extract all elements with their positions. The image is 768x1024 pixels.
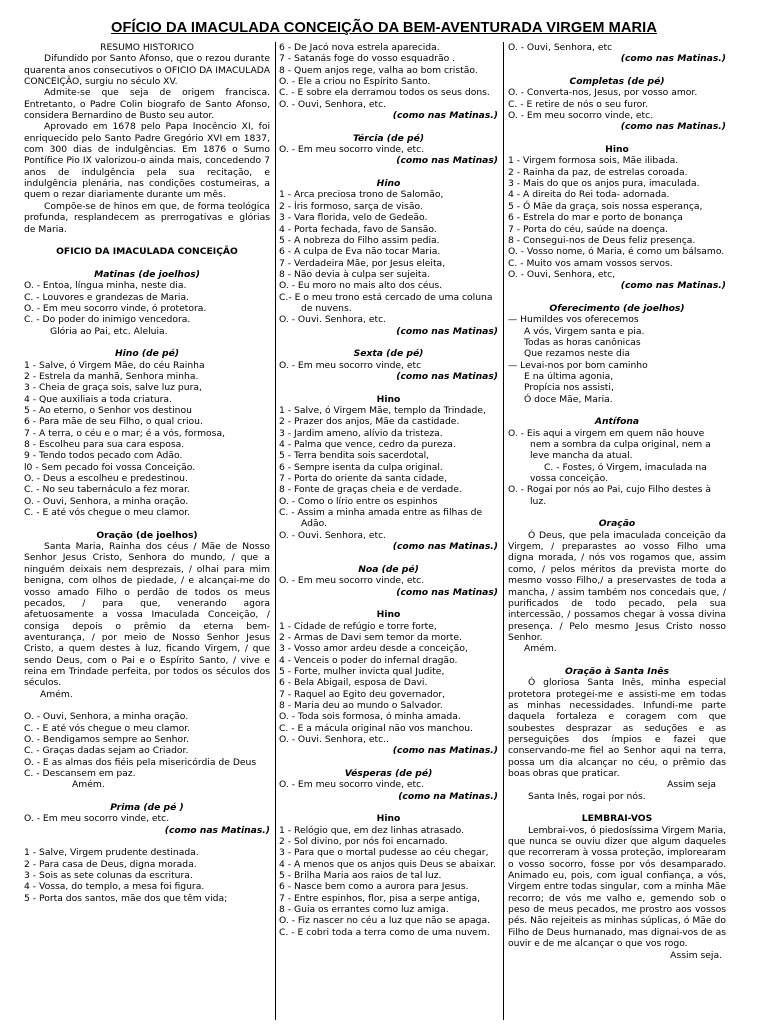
verse-line: 6 - A culpa de Eva não tocar Maria.	[279, 246, 441, 258]
verse-line: O. - Toda sois formosa, ó minha amada.	[279, 711, 461, 723]
verse-line: 5 - Terra bendita sois sacerdotal,	[279, 450, 430, 462]
antifona-line: C. - Fostes, ó Virgem, imaculada na vossa conceição.	[530, 461, 707, 485]
reference-note: (como nas Matinas.)	[392, 541, 498, 553]
verse-line: l0 - Sem pecado foi vossa Conceição.	[24, 461, 196, 473]
verse-line: 7 - Porta do oriente da santa cidade,	[279, 473, 447, 485]
verse-line: 6 - Para mãe de seu Filho, o qual criou.	[24, 416, 203, 428]
verse-line: 2 - Sol divino, por nós foi encarnado.	[279, 836, 448, 848]
verse-line: 6 - Nasce bem como a aurora para Jesus.	[279, 881, 469, 893]
verse-line: C. - No seu tabernáculo a fez morar.	[24, 484, 190, 496]
verse-line: 3 - Cheia de graça sois, salve luz pura,	[24, 382, 202, 394]
verse-line: O. - Como o lírio entre os espinhos	[279, 495, 438, 507]
resumo-heading: RESUMO HISTORICO	[100, 42, 194, 53]
verse-line: O. - Ouvi. Senhora, etc.	[279, 529, 387, 541]
verse-line: 2 - Estrela da manhã, Senhora minha.	[24, 370, 199, 382]
verse-line: O. - Em meu socorro vinde, ó protetora.	[24, 302, 207, 314]
reference-note: (como nas Matinas.)	[164, 824, 270, 836]
resumo-paragraph: Compõe-se de hinos em que, de forma teológica profunda, resplandecem as prerrogativas e glórias de Maria.	[24, 200, 270, 235]
oferecimento-heading: Oferecimento (de joelhos)	[549, 302, 685, 314]
verse-line: 9 - Tendo todos pecado com Adão.	[24, 450, 183, 462]
reference-note: (como nas Matinas.)	[392, 110, 498, 122]
verse-line: 1 - Virgem formosa sois, Mãe ilibada.	[508, 155, 679, 167]
verse-line: 7 - Satanás foge do vosso esquadrão .	[279, 53, 456, 65]
column-2	[279, 42, 498, 938]
verse-line: O. - Em meu socorro vinde, etc.	[279, 575, 425, 587]
verse-line: 1 - Relógio que, em dez linhas atrasado.	[279, 824, 464, 836]
verse-line: 3 - Sois as sete colunas da escritura.	[24, 870, 193, 882]
verse-line: 1 - Salve, Virgem prudente destinada.	[24, 847, 199, 859]
column-3	[508, 42, 726, 961]
verse-line: 8 - Escolheu para sua cara esposa.	[24, 439, 185, 451]
oracao-heading: Oração (de joelhos)	[96, 529, 198, 541]
verse-line: O. - Ouvi. Senhora, etc..	[279, 733, 389, 745]
reference-note: (como na Matinas.)	[398, 790, 498, 802]
verse-line: Todas as horas canônicas	[524, 336, 641, 348]
verse-line: 7 - A terra, o céu e o mar; é a vós, formosa,	[24, 427, 225, 439]
verse-line: C. - E a mácula original não vos manchou.	[279, 722, 473, 734]
hino-heading: Hino	[376, 609, 401, 621]
verse-line: 4 - Vossa, do templo, a mesa foi figura.	[24, 881, 205, 893]
verse-line: 8 - Não devia à culpa ser sujeita.	[279, 268, 431, 280]
verse-line: O. - Ouvi, Senhora, a minha oração.	[24, 495, 189, 507]
prima-heading: Prima (de pé )	[110, 802, 184, 814]
verse-line: — Levai-nos por bom caminho	[508, 359, 648, 371]
verse-line: Propícia nos assisti,	[524, 382, 614, 394]
column-1	[24, 42, 270, 904]
reference-note: (como nas Matinas.)	[620, 121, 726, 133]
verse-line: 2 - Prazer dos anjos, Mãe da castidade.	[279, 416, 460, 428]
verse-line: C. - E até vós chegue o meu clamor.	[24, 722, 191, 734]
verse-line: O. - Em meu socorro vinde, etc.	[279, 144, 425, 156]
assim-seja: Assim seja.	[670, 949, 722, 961]
verse-line: O. - Ouvi. Senhora, etc.	[279, 314, 387, 326]
verse-line: C. - Descansem em paz.	[24, 768, 136, 779]
verse-line: O. - Em meu socorro vinde, etc.	[279, 779, 425, 791]
verse-line: C. - Assim a minha amada entre as filhas de Adão.	[279, 507, 483, 530]
verse-line: C. - E cobri toda a terra como de uma nuvem.	[279, 926, 490, 938]
matinas-heading: Matinas (de joelhos)	[94, 268, 200, 280]
verse-line: O. - Ouvi, Senhora, etc	[508, 42, 613, 53]
antifona-line: O. - Rogai por nós ao Pai, cujo Filho destes à luz.	[508, 484, 712, 507]
verse-line: C. - E retire de nós o seu furor.	[508, 98, 649, 110]
tercia-heading: Tércia (de pé)	[352, 132, 425, 144]
verse-line: C. - E até vós chegue o meu clamor.	[24, 507, 191, 519]
completas-heading: Completas (de pé)	[569, 76, 665, 88]
vesperas-heading: Vésperas (de pé)	[344, 768, 433, 779]
verse-line: 4 - Venceis o poder do infernal dragão.	[279, 654, 458, 666]
reference-note: (como nas Matinas.)	[620, 280, 726, 292]
oracao-text: Ó Deus, que pela imaculada conceição da Virgem, / preparastes ao vosso Filho uma digna morada, / nós vos rogamos que, assim como, / pelos méritos da prevista morte do mesmo vosso Filho,/ a preservastes de toda a mancha, / assim também nos concedais que, / purificados de todo pecado, pela sua intercessão, / possamos chegar à vossa divina presença. / Pelo mesmo Jesus Cristo nosso Senhor.	[508, 529, 726, 643]
oficio-heading: OFICIO DA IMACULADA CONCEIÇÃO	[56, 246, 238, 258]
gloria-line: Glória ao Pai, etc. Aleluia.	[50, 325, 168, 337]
hino-heading: Hino	[376, 813, 401, 825]
verse-line: 1 - Salve, ó Virgem Mãe, templo da Trindade,	[279, 405, 486, 416]
amen: Amém.	[40, 688, 73, 700]
verse-line: 3 - Para que o mortal pudesse ao céu chegar,	[279, 847, 489, 859]
amen: Amém.	[72, 779, 105, 791]
verse-line: 2 - Armas de Davi sem temor da morte.	[279, 631, 462, 643]
reference-note: (como nas Matinas)	[396, 155, 498, 167]
reference-note: (como nas Matinas)	[396, 586, 498, 598]
santa-ines-text: Ó gloriosa Santa Inês, minha especial protetora protegei-me e assisti-me em todas as minhas necessidades. Infundi-me parte daquela fortaleza e coragem com que soubestes desprazar as seduções e as perseguições dos ímpios e fazei que conservando-me fiel ao Senhor aqui na terra, possa um dia alcançar no céu, o prêmio das boas obras que praticar.	[508, 677, 726, 779]
verse-line: 3 - Mais do que os anjos pura, imaculada.	[508, 178, 700, 190]
verse-line: 1 - Salve, ó Virgem Mãe, do céu Rainha	[24, 359, 205, 371]
verse-line: 7 - Verdadeira Mãe, por Jesus eleita,	[279, 257, 446, 269]
verse-line: 2 - Rainha da paz, de estrelas coroada.	[508, 166, 688, 178]
verse-line: O. - Converta-nos, Jesus, por vosso amor.	[508, 87, 698, 99]
antifona-heading: Antífona	[594, 416, 640, 428]
santa-ines-heading: Oração à Santa Inês	[565, 665, 669, 677]
column-divider	[503, 42, 504, 1020]
resumo-paragraph: Aprovado em 1678 pelo Papa Inocêncio XI, foi enriquecido pelo Santo Padre Gregório XVI em 1837, com 300 dias de indulgências. Em 1876 o Sumo Pontífice Pio IX valorizou-o ainda mais, concedendo 7 anos de indulgência pela sua recitação, e indulgência plenária, nas condições costumeiras, a quem o rezar diariamente durante um mês.	[24, 121, 270, 201]
verse-line: O. - Em meu socorro vinde, etc	[279, 359, 422, 371]
verse-line: 6 - De Jacó nova estrela aparecida.	[279, 42, 440, 53]
verse-line: 3 - Vosso amor ardeu desde a conceição,	[279, 643, 468, 655]
verse-line: 6 - Sempre isenta da culpa original.	[279, 461, 443, 473]
verse-line: 7 - Entre espinhos, flor, pisa a serpe antiga,	[279, 892, 481, 904]
verse-line: Que rezamos neste dia	[524, 348, 631, 360]
resumo-paragraph: Admite-se que seja de origem francisca. Entretanto, o Padre Colin biografo de Santo Afonso, considera Bernardino de Busto seu autor.	[24, 87, 270, 122]
oracao-heading: Oração	[598, 518, 636, 530]
verse-line: — Humildes vos oferecemos	[508, 314, 639, 326]
verse-line: 5 - Ao eterno, o Senhor vos destinou	[24, 405, 192, 416]
verse-line: A vós, Virgem santa e pia.	[524, 325, 645, 337]
verse-line: 2 - Íris formoso, sarça de visão.	[279, 200, 423, 212]
verse-line: O. - Entoa, língua minha, neste dia.	[24, 280, 187, 292]
verse-line: C. - Muito vos amam vossos servos.	[508, 257, 673, 269]
verse-line: C. - Louvores e grandezas de Maria.	[24, 291, 190, 303]
verse-line: C. - E sobre ela derramou todos os seus dons.	[279, 87, 490, 99]
reference-note: (como nas Matinas.)	[392, 745, 498, 757]
verse-line: 8 - Fonte de graças cheia e de verdade.	[279, 484, 462, 496]
verse-line: 8 - Consegui-nos de Deus feliz presença.	[508, 234, 696, 246]
verse-line: O. - Em meu socorro vinde, etc.	[508, 110, 654, 122]
verse-line: 7 - Raquel ao Egito deu governador,	[279, 688, 446, 700]
verse-line: O. - Em meu socorro vinde, etc.	[24, 813, 170, 825]
verse-line: 6 - Estrela do mar e porto de bonança	[508, 212, 683, 224]
verse-line: O. - Bendigamos sempre ao Senhor.	[24, 733, 189, 745]
amen: Amém.	[524, 643, 557, 655]
verse-line: O. - Eu moro no mais alto dos céus.	[279, 280, 443, 292]
column-divider	[275, 42, 276, 1020]
lembrai-heading: LEMBRAI-VOS	[581, 813, 653, 825]
noa-heading: Noa (de pé)	[358, 563, 419, 575]
reference-note: (como nas Matinas)	[396, 325, 498, 337]
verse-line: O. - Ouvi, Senhora, a minha oração.	[24, 711, 189, 723]
verse-line: 7 - Porta do céu, saúde na doença.	[508, 223, 669, 235]
verse-line: 8 - Guia os errantes como luz amiga.	[279, 904, 449, 916]
verse-line: E na última agonia,	[524, 370, 614, 382]
verse-line: C. - Graças dadas sejam ao Criador.	[24, 745, 189, 757]
oracao-text: Santa Maria, Rainha dos céus / Mãe de Nosso Senhor Jesus Cristo, Senhora do mundo, / que a ninguém deixais nem desprezais, / olhai para mim benigna, com olhos de piedade, / e alcançai-me do vosso amado Filho o perdão de todos os meus pecados, / para que, venerando agora afetuosamente a vossa Imaculada Conceição, / consiga depois o prêmio da eterna bem-aventurança, / por meio de Nosso Senhor Jesus Cristo, a quem destes à luz, ficando Virgem, / que sendo Deus, com o Pai e o Espírito Santo, / vive e reina em Trindade perfeita, por todos os séculos dos séculos.	[24, 541, 270, 689]
verse-line: 3 - Vara florida, velo de Gedeão.	[279, 212, 428, 224]
verse-line: O. - E as almas dos fiéis pela misericórdia de Deus	[24, 756, 257, 768]
document-title: OFÍCIO DA IMACULADA CONCEIÇÃO DA BEM-AVENTURADA VIRGEM MARIA	[111, 20, 657, 36]
verse-line: 6 - Bela Abigail, esposa de Davi.	[279, 677, 428, 689]
reference-note: (como nas Matinas)	[396, 370, 498, 382]
verse-line: 5 - Forte, mulher invicta qual Judite,	[279, 665, 445, 677]
verse-line: 5 - A nobreza do Filho assim pedia.	[279, 234, 440, 246]
verse-line: 4 - A direita do Rei toda- adornada.	[508, 189, 670, 201]
rogai-line: Santa Inês, rogai por nós.	[528, 790, 646, 802]
hino-heading: Hino (de pé)	[114, 348, 180, 360]
antifona-line: O. - Eis aqui a virgem em quem não houve nem a sombra da culpa original, nem a leve mancha da atual.	[508, 427, 711, 462]
verse-line: O. - Ele a criou no Espírito Santo.	[279, 76, 431, 88]
verse-line: C. - Do poder do inimigo vencedora.	[24, 314, 191, 326]
verse-line: O. - Deus a escolheu e predestinou.	[24, 473, 188, 485]
verse-line: 4 - Que auxiliais a toda criatura.	[24, 393, 172, 405]
verse-line: 1 - Cidade de refúgio e torre forte,	[279, 620, 437, 632]
assim-seja: Assim seja	[667, 779, 716, 791]
hino-heading: Hino	[376, 178, 401, 190]
verse-line: O. - Vosso nome, ó Maria, é como um bálsamo.	[508, 246, 725, 258]
verse-line: 3 - Jardim ameno, alívio da tristeza.	[279, 427, 443, 439]
reference-note: (como nas Matinas.)	[620, 53, 726, 65]
verse-line: 5 - Brilha Maria aos raios de tal luz.	[279, 870, 442, 882]
hino-heading: Hino	[605, 144, 629, 156]
verse-line: 2 - Para casa de Deus, digna morada.	[24, 858, 197, 870]
lembrai-text: Lembrai-vos, ó piedosíssima Virgem Maria, que nunca se ouviu dizer que algum daqueles que recorreram à vossa proteção, implorearam o vosso socorro, fosse por vós desamparado. Animado eu, pois, com igual confiança, a vós, Virgem entre todas singular, com a minha Mãe recorro; de vós me valho e, gemendo sob o peso de meus pecados, me prostro aos vossos pés. Não rejeiteis as minhas súplicas, ó Mãe do Filho de Deus hurnanado, mas dignai-vos de as ouvir e de me alcançar o que vos rogo.	[508, 824, 726, 950]
verse-line: Ó doce Mãe, Maria.	[524, 393, 613, 405]
verse-line: C.- E o meu trono está cercado de uma coluna de nuvens.	[279, 291, 493, 314]
verse-line: 1 - Arca preciosa trono de Salomão,	[279, 189, 444, 201]
resumo-paragraph: Difundido por Santo Afonso, que o rezou durante quarenta anos consecutivos o OFICIO DA IMACULADA CONCEIÇÃO, surgiu no século XV.	[24, 53, 270, 88]
verse-line: 4 - A menos que os anjos quis Deus se abaixar.	[279, 858, 496, 870]
hino-heading: Hino	[376, 393, 401, 405]
verse-line: O. - Ouvi, Senhora, etc,	[508, 268, 616, 280]
verse-line: 5 - Ó Mãe da graça, sois nossa esperança,	[508, 200, 703, 212]
verse-line: O. - Fiz nascer no céu a luz que não se apaga.	[279, 915, 491, 927]
verse-line: 4 - Porta fechada, favo de Sansão.	[279, 223, 437, 235]
verse-line: 8 - Maria deu ao mundo o Salvador.	[279, 699, 443, 711]
verse-line: 8 - Quem anjos rege, valha ao bom cristão.	[279, 64, 478, 76]
verse-line: 4 - Palma que vence, cedro da pureza.	[279, 439, 456, 451]
sexta-heading: Sexta (de pé)	[353, 348, 424, 360]
verse-line: 5 - Porta dos santos, mãe dos que têm vida;	[24, 892, 228, 904]
verse-line: O. - Ouvi, Senhora, etc.	[279, 98, 387, 110]
